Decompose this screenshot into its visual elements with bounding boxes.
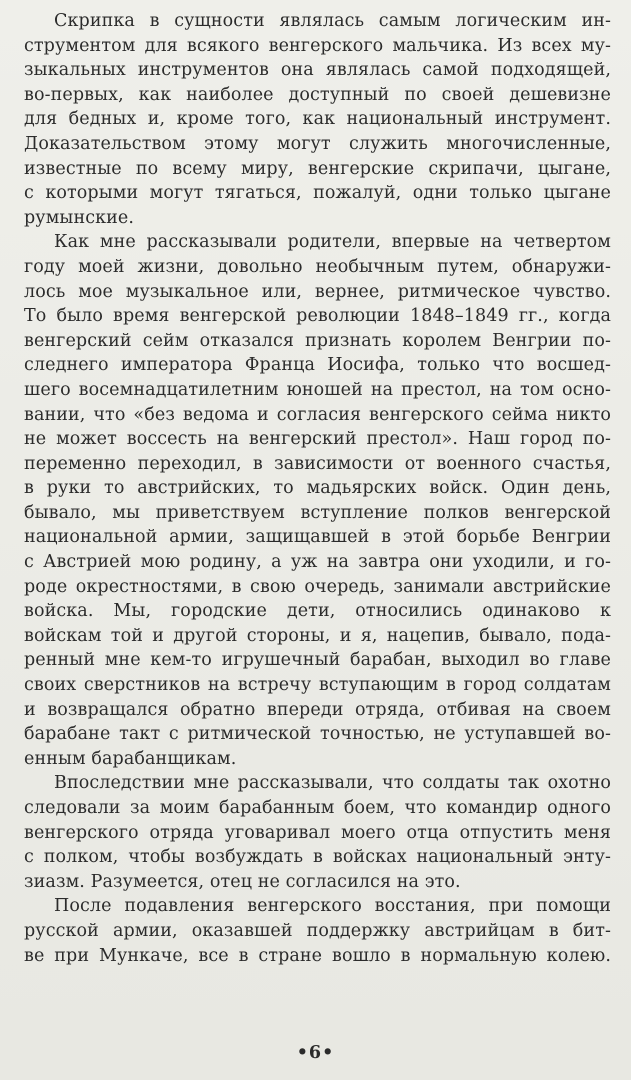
body-text <box>24 9 611 968</box>
text-line: лось мое музыкальное или, вернее, ритмическое чувство. <box>24 281 611 302</box>
text-line: Впоследствии мне рассказывали, что солдаты так охотно <box>54 773 611 794</box>
text-line: следовали за моим барабанным боем, что командир одного <box>24 798 611 818</box>
text-line: Доказательством этому могут служить многочисленные, <box>24 133 611 154</box>
text-line: струментом для всякого венгерского мальчика. Из всех му- <box>24 35 611 56</box>
paragraph-1 <box>24 9 611 230</box>
text-line: роде окрестностями, в свою очередь, занимали австрийские <box>24 576 611 597</box>
text-line: для бедных и, кроме того, как национальный инструмент. <box>24 109 611 130</box>
text-line: войскам той и другой стороны, и я, нацепив, бывало, пода- <box>24 625 611 646</box>
text-line: барабане такт с ритмической точностью, не уступавшей во- <box>24 724 611 745</box>
text-line: году моей жизни, довольно необычным путем, обнаружи- <box>24 256 611 277</box>
text-line: следнего императора Франца Иосифа, только что восшед- <box>24 355 611 376</box>
text-line: переменно переходил, в зависимости от военного счастья, <box>24 453 611 474</box>
page-number: •6• <box>296 1043 335 1063</box>
text-line: русской армии, оказавшей поддержку австрийцам в бит- <box>24 920 611 941</box>
text-line: енным барабанщикам. <box>24 748 237 769</box>
text-line: войска. Мы, городские дети, относились одинаково к <box>24 601 611 622</box>
text-line: После подавления венгерского восстания, при помощи <box>54 896 611 917</box>
text-line: зыкальных инструментов она являлась самой подходящей, <box>24 60 611 81</box>
text-line: своих сверстников на встречу вступающим в город солдатам <box>24 675 611 696</box>
text-line: с Австрией мою родину, а уж на завтра они уходили, и го- <box>24 552 611 573</box>
text-line: шего восемнадцатилетним юношей на престол, на том осно- <box>24 379 611 400</box>
text-line: То было время венгерской революции 1848–1849 гг., когда <box>24 306 611 327</box>
paragraph-4 <box>24 894 611 968</box>
text-line: ренный мне кем-то игрушечный барабан, выходил во главе <box>24 650 611 671</box>
text-line: венгерского отряда уговаривал моего отца отпустить меня <box>24 822 611 843</box>
text-line: с которыми могут тягаться, пожалуй, одни только цыгане <box>24 183 611 204</box>
text-line: румынские. <box>24 207 135 228</box>
paragraph-2 <box>24 230 611 771</box>
text-line: не может воссесть на венгерский престол». Наш город по- <box>24 429 611 450</box>
text-line: бывало, мы приветствуем вступление полков венгерской <box>24 502 611 523</box>
text-line: венгерский сейм отказался признать королем Венгрии по- <box>24 330 611 351</box>
text-line: национальной армии, защищавшей в этой борьбе Венгрии <box>24 527 611 548</box>
text-line: Скрипка в сущности являлась самым логическим ин- <box>54 11 611 31</box>
text-line: Как мне рассказывали родители, впервые на четвертом <box>54 232 611 253</box>
text-line: и возвращался обратно впереди отряда, отбивая на своем <box>24 699 611 720</box>
text-line: в руки то австрийских, то мадьярских войск. Один день, <box>24 478 611 499</box>
text-line: известные по всему миру, венгерские скрипачи, цыгане, <box>24 158 611 179</box>
text-line: с полком, чтобы возбуждать в войсках национальный энту- <box>24 847 611 868</box>
paragraph-3 <box>24 771 611 894</box>
text-line: зиазм. Разумеется, отец не согласился на это. <box>24 871 461 892</box>
text-line: во-первых, как наиболее доступный по своей дешевизне <box>24 84 611 105</box>
text-line: ве при Мункаче, все в стране вошло в нормальную колею. <box>24 945 611 966</box>
text-line: вании, что «без ведома и согласия венгерского сейма никто <box>24 404 611 425</box>
